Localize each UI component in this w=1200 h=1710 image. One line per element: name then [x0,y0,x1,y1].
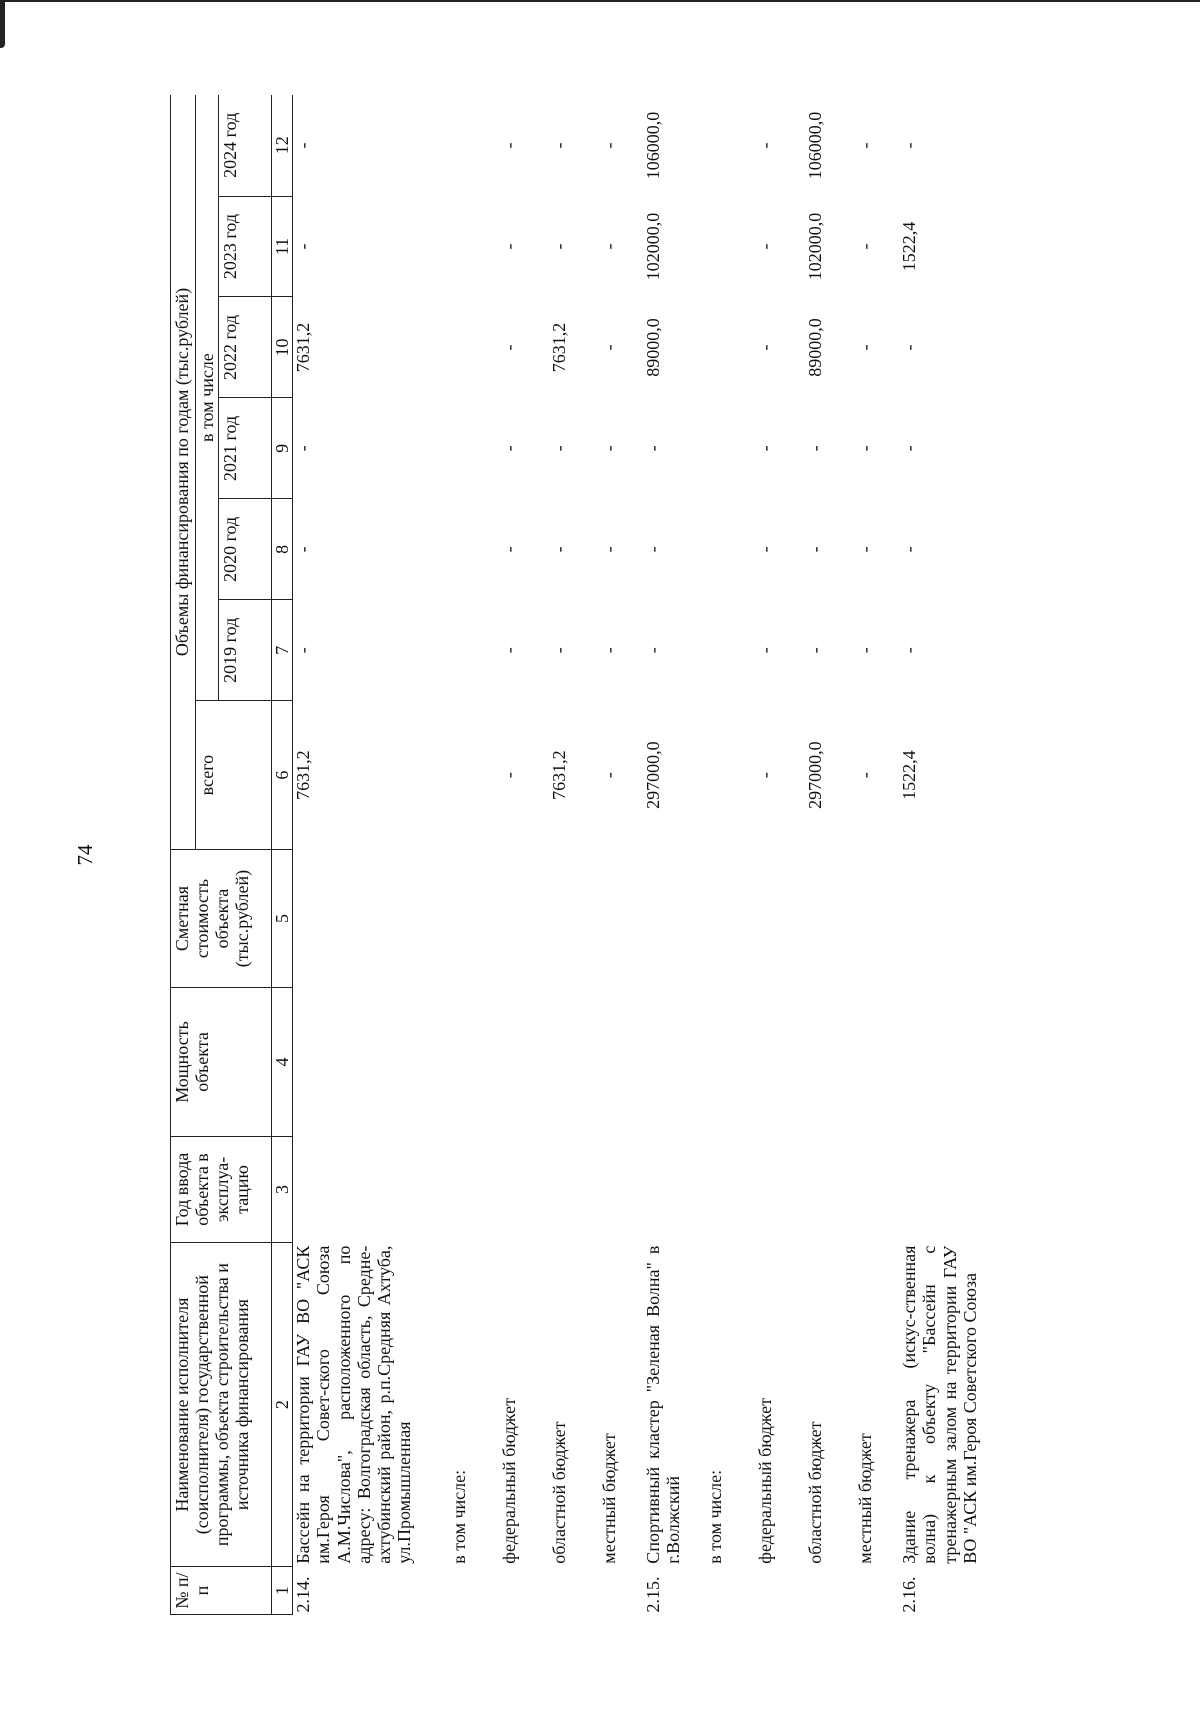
value-2022: 7631,2 [549,322,570,373]
value-2022: 7631,2 [293,322,314,373]
column-number: 1 [272,1567,293,1615]
value-2023: - [599,243,620,250]
value-2021: - [293,445,314,452]
value-2020: - [899,546,920,553]
header-financing-volumes: Объемы финансирования по годам (тыс.рублей) [171,95,196,849]
value-2019: - [599,647,620,654]
column-number: 6 [272,701,293,850]
column-number: 4 [272,988,293,1137]
value-2019: - [643,647,664,654]
source-label: областной бюджет [805,1421,826,1564]
value-total: 1522,4 [899,750,920,800]
value-2019 [699,600,749,701]
value-2024: 106000,0 [643,111,664,180]
value-2024: - [599,142,620,149]
table-row-source [749,95,799,1615]
value-2021 [699,398,749,499]
value-2024: - [549,142,570,149]
row-number: 2.15. [643,1576,664,1613]
value-2022: - [755,344,776,351]
value-2021: - [599,445,620,452]
header-year: 2023 год [219,196,272,297]
header-estimated-cost: Сметная стоимость объекта (тыс.рублей) [171,849,272,987]
value-2024: - [293,142,314,149]
table-row-source [799,95,849,1615]
header-total: всего [196,701,272,850]
value-2019: - [293,647,314,654]
header-capacity: Мощность объекта [171,988,272,1137]
scan-edge-left [0,0,5,48]
source-label: в том числе: [449,1469,470,1564]
value-2020: - [755,546,776,553]
value-2023: - [499,243,520,250]
column-number: 9 [272,398,293,499]
source-label: местный бюджет [599,1433,620,1564]
value-2022: 89000,0 [643,318,664,377]
value-2019: - [499,647,520,654]
header-year: 2022 год [219,297,272,398]
value-2020: - [599,546,620,553]
object-name-text: Бассейн на территории ГАУ ВО "АСК им.Героя Совет-ского Союза А.М.Числова", расположенного по адресу: Волгоградская область, Средне-ахтубинский район, р.п.Средняя Ахтуба, ул.Промышленная [293,1245,415,1564]
value-2023: - [755,243,776,250]
value-total: - [599,772,620,779]
value-total [699,701,749,850]
value-2024 [699,95,749,196]
column-number: 12 [272,95,293,196]
value-2022: - [599,344,620,351]
object-name [899,1243,980,1567]
value-2021: - [755,445,776,452]
financing-table [170,95,980,1615]
value-2023: 102000,0 [805,212,826,281]
value-2020: - [499,546,520,553]
column-number: 3 [272,1136,293,1242]
row-number: 2.16. [899,1576,920,1613]
value-total: 7631,2 [549,750,570,800]
value-total: - [855,772,876,779]
scan-edge-top [0,0,1200,2]
value-2023: - [549,243,570,250]
value-2019: - [805,647,826,654]
table-row-source [493,95,543,1615]
value-2020 [699,499,749,600]
value-2022: - [899,344,920,351]
table-row-object [643,95,699,1615]
value-total: 297000,0 [805,741,826,809]
value-2021: - [643,445,664,452]
object-name-text: Спортивный кластер "Зеленая Волна" в г.Волжский [643,1245,684,1564]
value-2021 [443,398,493,499]
column-number: 10 [272,297,293,398]
value-2021: - [899,445,920,452]
value-2021: - [499,445,520,452]
value-2019: - [855,647,876,654]
table-row-source [849,95,899,1615]
value-2024: 106000,0 [805,111,826,180]
source-label: в том числе: [705,1469,726,1564]
value-2020: - [293,546,314,553]
value-2024 [443,95,493,196]
table-row-source [699,95,749,1615]
value-2022: - [499,344,520,351]
table-row-object [899,95,980,1615]
value-2020 [443,499,493,600]
object-name-text: Здание тренажера (искус-ственная волна) к объекту "Бассейн с тренажерным залом на территории ГАУ ВО "АСК им.Героя Советского Союза [899,1245,980,1564]
value-2023 [443,196,493,297]
value-2024: - [755,142,776,149]
value-2020: - [805,546,826,553]
value-2020: - [549,546,570,553]
header-year: 2019 год [219,600,272,701]
source-label: федеральный бюджет [499,1398,520,1564]
table-row-source [593,95,643,1615]
value-2024: - [855,142,876,149]
column-number: 5 [272,849,293,987]
header-commission-year: Год ввода объекта в эксплуа-тацию [171,1136,272,1242]
header-name: Наименование исполнителя (соисполнителя) государственной программы, объекта строительства и источника финансирования [171,1243,272,1567]
value-2020: - [855,546,876,553]
value-2022: 89000,0 [805,318,826,377]
value-total: - [499,772,520,779]
source-label: областной бюджет [549,1421,570,1564]
value-2023 [699,196,749,297]
table-row-source [543,95,593,1615]
header-year: 2021 год [219,398,272,499]
value-2020: - [643,546,664,553]
value-2021: - [855,445,876,452]
value-2023: 102000,0 [643,212,664,281]
object-name [293,1243,444,1567]
header-number: № п/п [171,1567,272,1615]
value-2019: - [549,647,570,654]
value-2019: - [899,647,920,654]
column-number: 2 [272,1243,293,1567]
value-2022 [699,297,749,398]
value-2021: - [805,445,826,452]
value-total [443,701,493,850]
value-2022 [443,297,493,398]
table-row-object [293,95,444,1615]
column-number: 7 [272,600,293,701]
object-name [643,1243,699,1567]
header-year: 2020 год [219,499,272,600]
header-including: в том числе [196,95,219,701]
value-total: 7631,2 [293,750,314,800]
value-2024: - [499,142,520,149]
value-2019 [443,600,493,701]
value-2019: - [755,647,776,654]
rotated-page [73,95,1200,1615]
column-number: 8 [272,499,293,600]
value-2023: 1522,4 [899,221,920,272]
page-number: 74 [73,844,97,866]
value-total: - [755,772,776,779]
value-2022: - [855,344,876,351]
row-number: 2.14. [293,1576,314,1613]
value-2021: - [549,445,570,452]
value-total: 297000,0 [643,741,664,809]
source-label: местный бюджет [855,1433,876,1564]
header-year: 2024 год [219,95,272,196]
value-2023: - [293,243,314,250]
column-number-row [272,95,293,1615]
table-row-source [443,95,493,1615]
column-number: 11 [272,196,293,297]
source-label: федеральный бюджет [755,1398,776,1564]
value-2023: - [855,243,876,250]
value-2024: - [899,142,920,149]
